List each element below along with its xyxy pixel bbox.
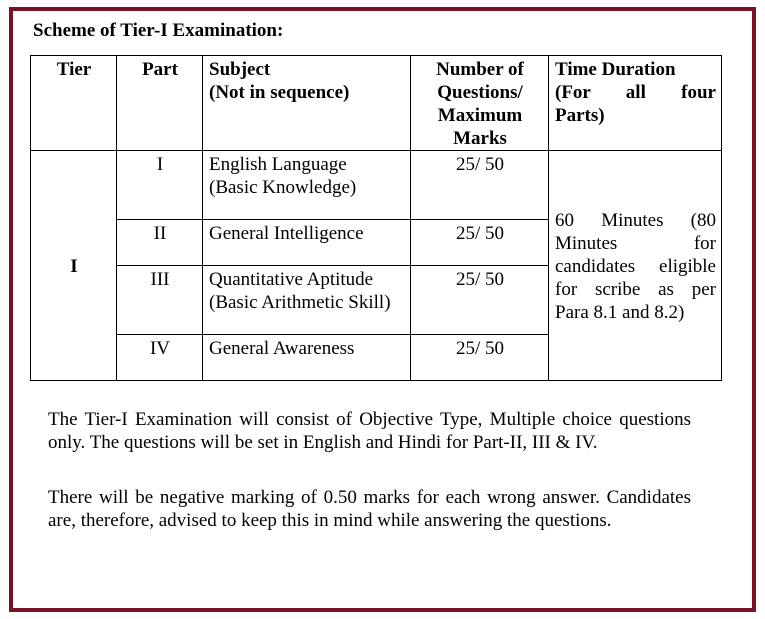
subject-line1: General Intelligence xyxy=(209,223,364,244)
marks-cell: 25/ 50 xyxy=(411,151,549,220)
time-line3: candidates eligible xyxy=(555,256,716,277)
subject-cell xyxy=(203,151,411,220)
marks-cell: 25/ 50 xyxy=(411,266,549,335)
table-row xyxy=(31,151,722,220)
header-number-line1: Number of xyxy=(436,59,524,80)
exam-scheme-table xyxy=(30,55,722,381)
time-duration-cell xyxy=(549,151,722,381)
time-line1: 60 Minutes (80 xyxy=(555,210,716,231)
marks-cell: 25/ 50 xyxy=(411,335,549,381)
header-time-duration xyxy=(549,56,722,151)
header-subject xyxy=(203,56,411,151)
part-cell: I xyxy=(117,151,203,220)
subject-line2: (Basic Knowledge) xyxy=(209,177,357,198)
section-title: Scheme of Tier-I Examination: xyxy=(33,20,284,41)
subject-line1: English Language xyxy=(209,154,347,175)
header-subject-line1: Subject xyxy=(209,59,271,80)
header-number-line2: Questions/ xyxy=(437,82,523,103)
exam-description-paragraph: The Tier-I Examination will consist of Objective Type, Multiple choice questions only. The questions will be set in English and Hindi for Part-II, III & IV. xyxy=(48,409,691,453)
marks-cell: 25/ 50 xyxy=(411,220,549,266)
negative-marking-paragraph: There will be negative marking of 0.50 marks for each wrong answer. Candidates are, therefore, advised to keep this in mind while answering the questions. xyxy=(48,487,691,531)
table-header-row xyxy=(31,56,722,151)
subject-cell xyxy=(203,335,411,381)
tier-value: I xyxy=(31,151,117,381)
subject-line1: Quantitative Aptitude xyxy=(209,269,374,290)
part-cell: IV xyxy=(117,335,203,381)
subject-cell xyxy=(203,220,411,266)
subject-line2: (Basic Arithmetic Skill) xyxy=(209,292,391,313)
part-cell: III xyxy=(117,266,203,335)
header-number-of-questions xyxy=(411,56,549,151)
subject-cell xyxy=(203,266,411,335)
time-line2: Minutes for xyxy=(555,233,716,254)
header-part: Part xyxy=(117,56,203,151)
header-time-line3: Parts) xyxy=(555,105,605,126)
time-line5: Para 8.1 and 8.2) xyxy=(555,302,685,323)
subject-line1: General Awareness xyxy=(209,338,355,359)
part-cell: II xyxy=(117,220,203,266)
header-subject-line2: (Not in sequence) xyxy=(209,82,350,103)
header-number-line4: Marks xyxy=(453,128,507,149)
header-tier: Tier xyxy=(31,56,117,151)
header-time-line2: (For all four xyxy=(555,82,716,103)
header-time-line1: Time Duration xyxy=(555,59,676,80)
time-line4: for scribe as per xyxy=(555,279,716,300)
header-number-line3: Maximum xyxy=(437,105,523,126)
